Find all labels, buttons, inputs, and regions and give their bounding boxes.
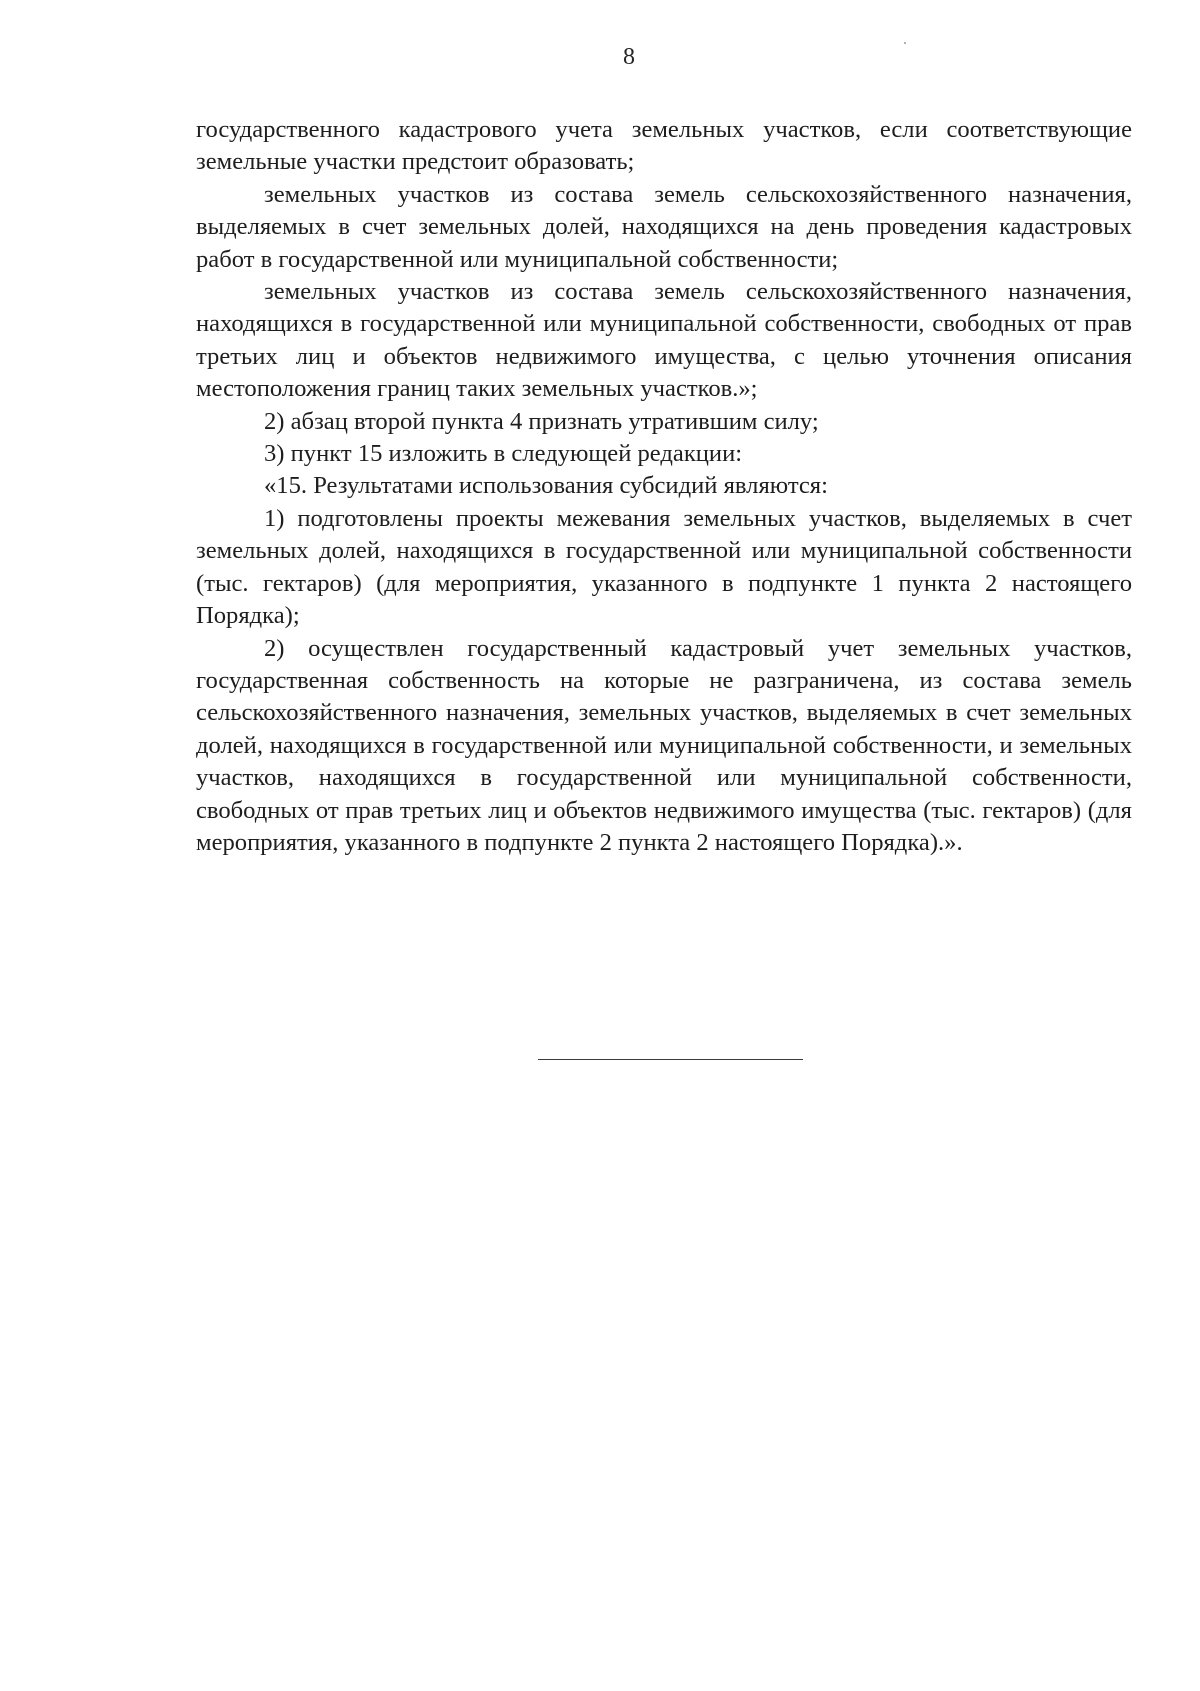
closing-divider xyxy=(538,1059,803,1060)
document-body xyxy=(196,114,1132,859)
page-number: 8 xyxy=(623,44,635,70)
paragraph: земельных участков из состава земель сельскохозяйственного назначения, находящихся в государственной или муниципальной собственности, свободных от прав третьих лиц и объектов недвижимого имущества, с целью уточнения описания местоположения границ таких земельных участков.»; xyxy=(196,278,1132,403)
paragraph: 1) подготовлены проекты межевания земельных участков, выделяемых в счет земельных долей, находящихся в государственной или муниципальной собственности (тыс. гектаров) (для мероприятия, указанного в подпункте 1 пункта 2 настоящего Порядка); xyxy=(196,504,1132,630)
paragraph: земельных участков из состава земель сельскохозяйственного назначения, выделяемых в счет земельных долей, находящихся на день проведения кадастровых работ в государственной или муниципальной собственности; xyxy=(196,180,1132,273)
scan-speck xyxy=(904,42,906,44)
paragraph: 3) пункт 15 изложить в следующей редакции: xyxy=(264,440,743,468)
paragraph: 2) абзац второй пункта 4 признать утратившим силу; xyxy=(264,407,819,435)
paragraph: «15. Результатами использования субсидий являются: xyxy=(264,472,828,500)
paragraph: государственного кадастрового учета земельных участков, если соответствующие земельные участки предстоит образовать; xyxy=(196,116,1132,176)
paragraph: 2) осуществлен государственный кадастровый учет земельных участков, государственная собственность на которые не разграничена, из состава земель сельскохозяйственного назначения, земельных участков, выделяемых в счет земельных долей, находящихся в государственной или муниципальной собственности, и земельных участков, находящихся в государственной или муниципальной собственности, свободных от прав третьих лиц и объектов недвижимого имущества (тыс. гектаров) (для мероприятия, указанного в подпункте 2 пункта 2 настоящего Порядка).». xyxy=(196,634,1132,856)
